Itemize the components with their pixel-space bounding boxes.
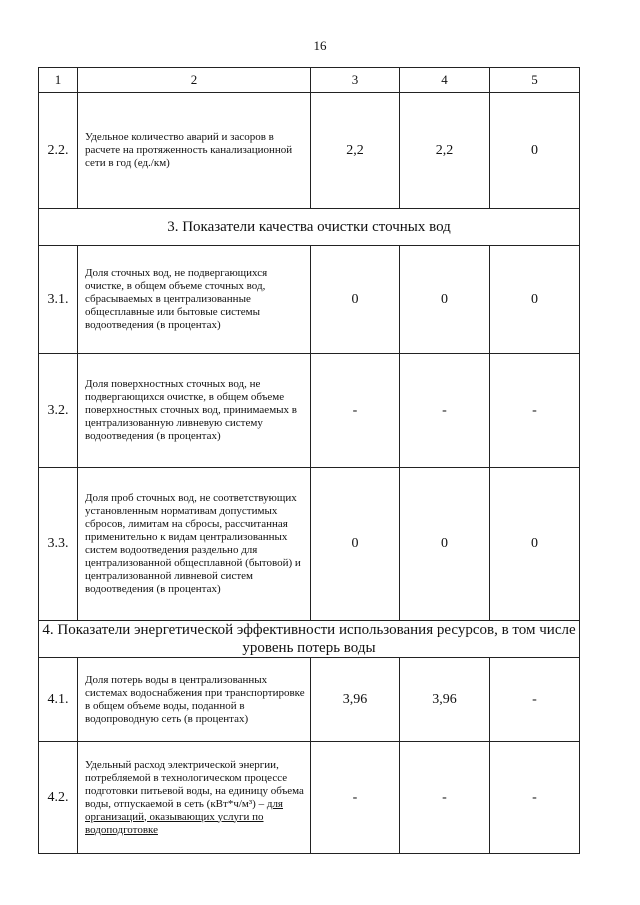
column-header-5: 5 xyxy=(490,68,580,93)
value-col-3: - xyxy=(311,742,400,854)
value-col-4: - xyxy=(400,354,490,468)
indicators-table xyxy=(38,67,580,854)
value-col-4: 3,96 xyxy=(400,658,490,742)
row-number: 3.3. xyxy=(39,468,78,621)
table-row xyxy=(39,354,580,468)
value-col-3: 0 xyxy=(311,468,400,621)
value-col-4: - xyxy=(400,742,490,854)
value-col-5: 0 xyxy=(490,468,580,621)
table-row xyxy=(39,742,580,854)
row-description: Доля проб сточных вод, не соответствующих установленным нормативам допустимых сбросов, лимитам на сбросы, рассчитанная применительно к видам централизованных систем водоотведения раздельно для централизованной общесплавной (бытовой) и централизованной ливневой систем водоотведения (в процентах) xyxy=(78,468,311,621)
row-number: 4.2. xyxy=(39,742,78,854)
value-col-5: - xyxy=(490,354,580,468)
value-col-3: 2,2 xyxy=(311,93,400,209)
value-col-3: - xyxy=(311,354,400,468)
column-header-3: 3 xyxy=(311,68,400,93)
row-description: Доля сточных вод, не подвергающихся очистке, в общем объеме сточных вод, сбрасываемых в централизованные общесплавные или бытовые системы водоотведения (в процентах) xyxy=(78,246,311,354)
row-description: Доля потерь воды в централизованных системах водоснабжения при транспортировке в общем объеме воды, поданной в водопроводную сеть (в процентах) xyxy=(78,658,311,742)
row-description: Доля поверхностных сточных вод, не подвергающихся очистке, в общем объеме поверхностных сточных вод, принимаемых в централизованную ливневую систему водоотведения (в процентах) xyxy=(78,354,311,468)
table-row xyxy=(39,246,580,354)
table-row xyxy=(39,93,580,209)
column-header-2: 2 xyxy=(78,68,311,93)
section-title-4: 4. Показатели энергетической эффективности использования ресурсов, в том числе уровень потерь воды xyxy=(39,621,580,658)
value-col-5: 0 xyxy=(490,93,580,209)
row-number: 2.2. xyxy=(39,93,78,209)
row-description xyxy=(78,742,311,854)
section-row xyxy=(39,209,580,246)
row-number: 3.2. xyxy=(39,354,78,468)
row-description-text: Удельный расход электрической энергии, потребляемой в технологическом процессе подготовки питьевой воды, на единицу объема воды, отпускаемой в сеть (кВт*ч/м³) – xyxy=(85,758,304,810)
value-col-5: 0 xyxy=(490,246,580,354)
table-row xyxy=(39,658,580,742)
value-col-4: 0 xyxy=(400,246,490,354)
value-col-3: 3,96 xyxy=(311,658,400,742)
section-title-3: 3. Показатели качества очистки сточных вод xyxy=(39,209,580,246)
row-description: Удельное количество аварий и засоров в расчете на протяженность канализационной сети в год (ед./км) xyxy=(78,93,311,209)
table-row xyxy=(39,468,580,621)
page-number: 16 xyxy=(313,38,327,53)
row-number: 4.1. xyxy=(39,658,78,742)
row-number: 3.1. xyxy=(39,246,78,354)
value-col-3: 0 xyxy=(311,246,400,354)
column-header-4: 4 xyxy=(400,68,490,93)
row-description-underlined: для организаций, оказывающих услуги по водоподготовке xyxy=(85,797,283,836)
value-col-4: 2,2 xyxy=(400,93,490,209)
section-row xyxy=(39,621,580,658)
column-header-1: 1 xyxy=(39,68,78,93)
table-header-row xyxy=(39,68,580,93)
value-col-5: - xyxy=(490,658,580,742)
value-col-5: - xyxy=(490,742,580,854)
value-col-4: 0 xyxy=(400,468,490,621)
